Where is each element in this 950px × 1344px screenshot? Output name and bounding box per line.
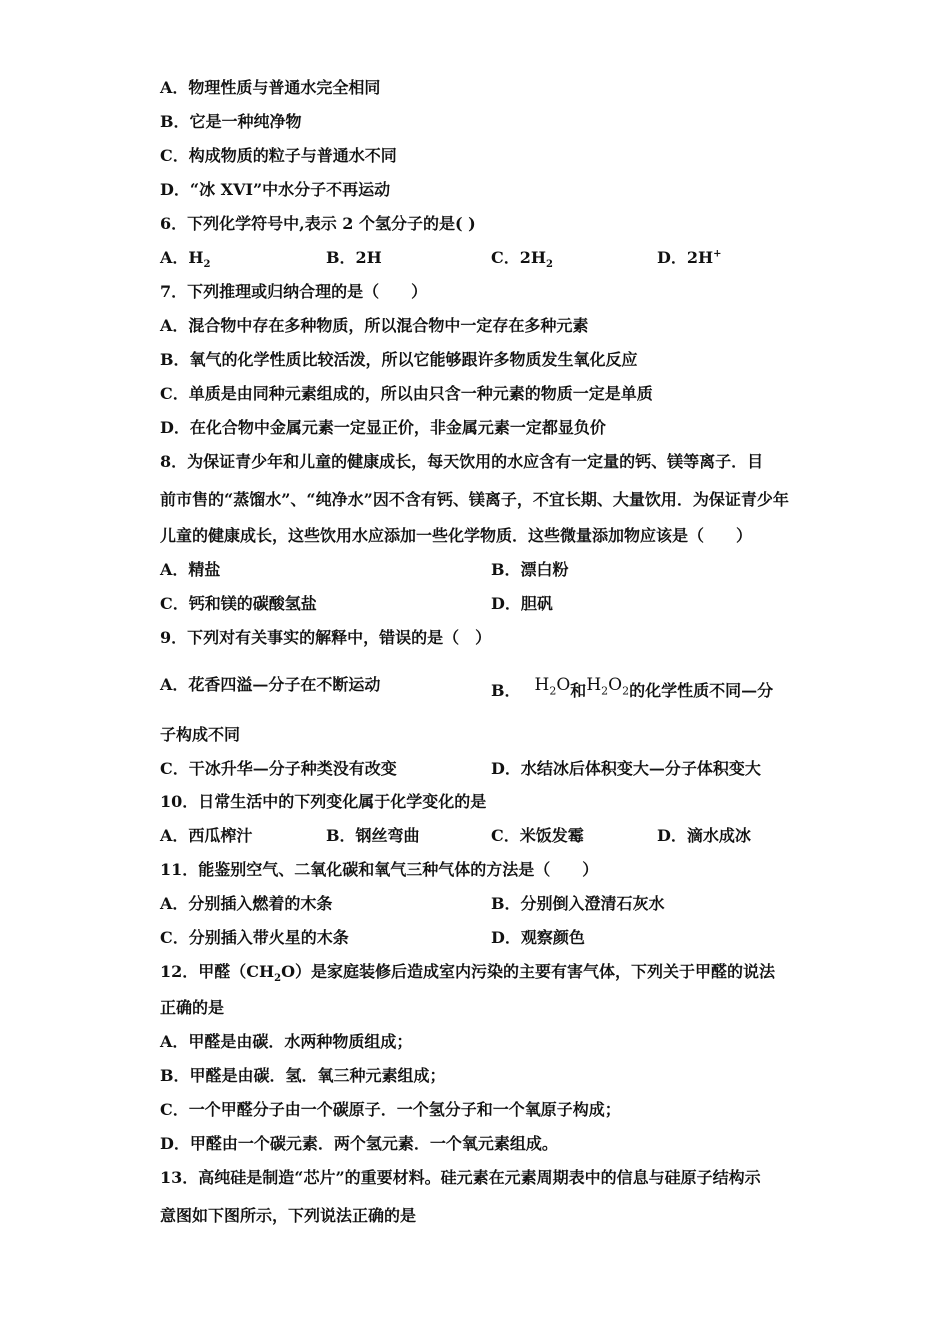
q9-option-b: B． $H_2O$和$H_2O_2$的化学性质不同—分 [491,675,774,700]
q13-stem-line-2: 意图如下图所示，下列说法正确的是 [160,1206,417,1225]
q7-option-c: C．单质是由同种元素组成的，所以由只含一种元素的物质一定是单质 [160,384,653,403]
q9-option-b-continued: 子构成不同 [160,725,241,744]
q9-stem: 9．下列对有关事实的解释中，错误的是（ ） [160,628,492,647]
q12-option-b: B．甲醛是由碳．氢．氧三种元素组成； [160,1066,446,1085]
q6-option-c: C．$2H_2$ [491,248,553,271]
q9-option-a: A．花香四溢—分子在不断运动 [160,675,381,694]
q10-stem: 10．日常生活中的下列变化属于化学变化的是 [160,792,487,811]
q10-option-b: B．钢丝弯曲 [326,826,420,845]
formula-h2o: $H_2O$ [534,675,571,698]
q10-option-c: C．米饭发霉 [491,826,584,845]
q12-option-d: D．甲醛由一个碳元素．两个氢元素．一个氧元素组成。 [160,1134,558,1153]
q10-option-d: D．滴水成冰 [657,826,751,845]
q8-option-c: C．钙和镁的碳酸氢盐 [160,594,317,613]
q7-stem: 7．下列推理或归纳合理的是（ ） [160,282,428,301]
q6-option-a: A．$H_2$ [160,248,211,271]
q8-option-b: B．漂白粉 [491,560,569,579]
q11-option-a: A．分别插入燃着的木条 [160,894,333,913]
q12-stem-line-2: 正确的是 [160,998,225,1017]
q11-option-c: C．分别插入带火星的木条 [160,928,349,947]
q8-stem-line-1: 8．为保证青少年和儿童的健康成长，每天饮用的水应含有一定量的钙、镁等离子．目 [160,452,764,471]
q6-option-d: D．2H+ [657,248,722,267]
q7-option-d: D．在化合物中金属元素一定显正价，非金属元素一定都显负价 [160,418,606,437]
q9-option-d: D．水结冰后体积变大—分子体积变大 [491,759,761,778]
q5-option-b: B．它是一种纯净物 [160,112,302,131]
q11-stem: 11．能鉴别空气、二氧化碳和氧气三种气体的方法是（ ） [160,860,599,879]
q8-stem-line-3: 儿童的健康成长，这些饮用水应添加一些化学物质．这些微量添加物应该是（ ） [160,526,753,545]
q10-option-a: A．西瓜榨汁 [160,826,253,845]
q13-stem-line-1: 13．高纯硅是制造“芯片”的重要材料。硅元素在元素周期表中的信息与硅原子结构示 [160,1168,761,1187]
q7-option-b: B．氧气的化学性质比较活泼，所以它能够跟许多物质发生氧化反应 [160,350,638,369]
q5-option-a: A．物理性质与普通水完全相同 [160,78,381,97]
q6-stem: 6．下列化学符号中,表示 2 个氢分子的是( ) [160,214,476,233]
formula-h2o2: $H_2O_2$ [586,675,630,698]
q12-option-a: A．甲醛是由碳．水两种物质组成； [160,1032,413,1051]
q5-option-d: D．“冰 XVI”中水分子不再运动 [160,180,391,199]
q7-option-a: A．混合物中存在多种物质，所以混合物中一定存在多种元素 [160,316,589,335]
q5-option-c: C．构成物质的粒子与普通水不同 [160,146,397,165]
q8-option-d: D．胆矾 [491,594,553,613]
q9-option-c: C．干冰升华—分子种类没有改变 [160,759,397,778]
q12-option-c: C．一个甲醛分子由一个碳原子．一个氢分子和一个氧原子构成； [160,1100,621,1119]
q11-option-d: D．观察颜色 [491,928,585,947]
q8-option-a: A．精盐 [160,560,221,579]
q6-option-b: B．2H [326,248,382,267]
q12-stem-line-1: 12．甲醛$(CH_2O)$是家庭装修后造成室内污染的主要有害气体，下列关于甲醛的说法 [160,962,776,985]
q11-option-b: B．分别倒入澄清石灰水 [491,894,665,913]
q8-stem-line-2: 前市售的“蒸馏水”、“纯净水”因不含有钙、镁离子，不宜长期、大量饮用．为保证青少年 [160,490,789,509]
